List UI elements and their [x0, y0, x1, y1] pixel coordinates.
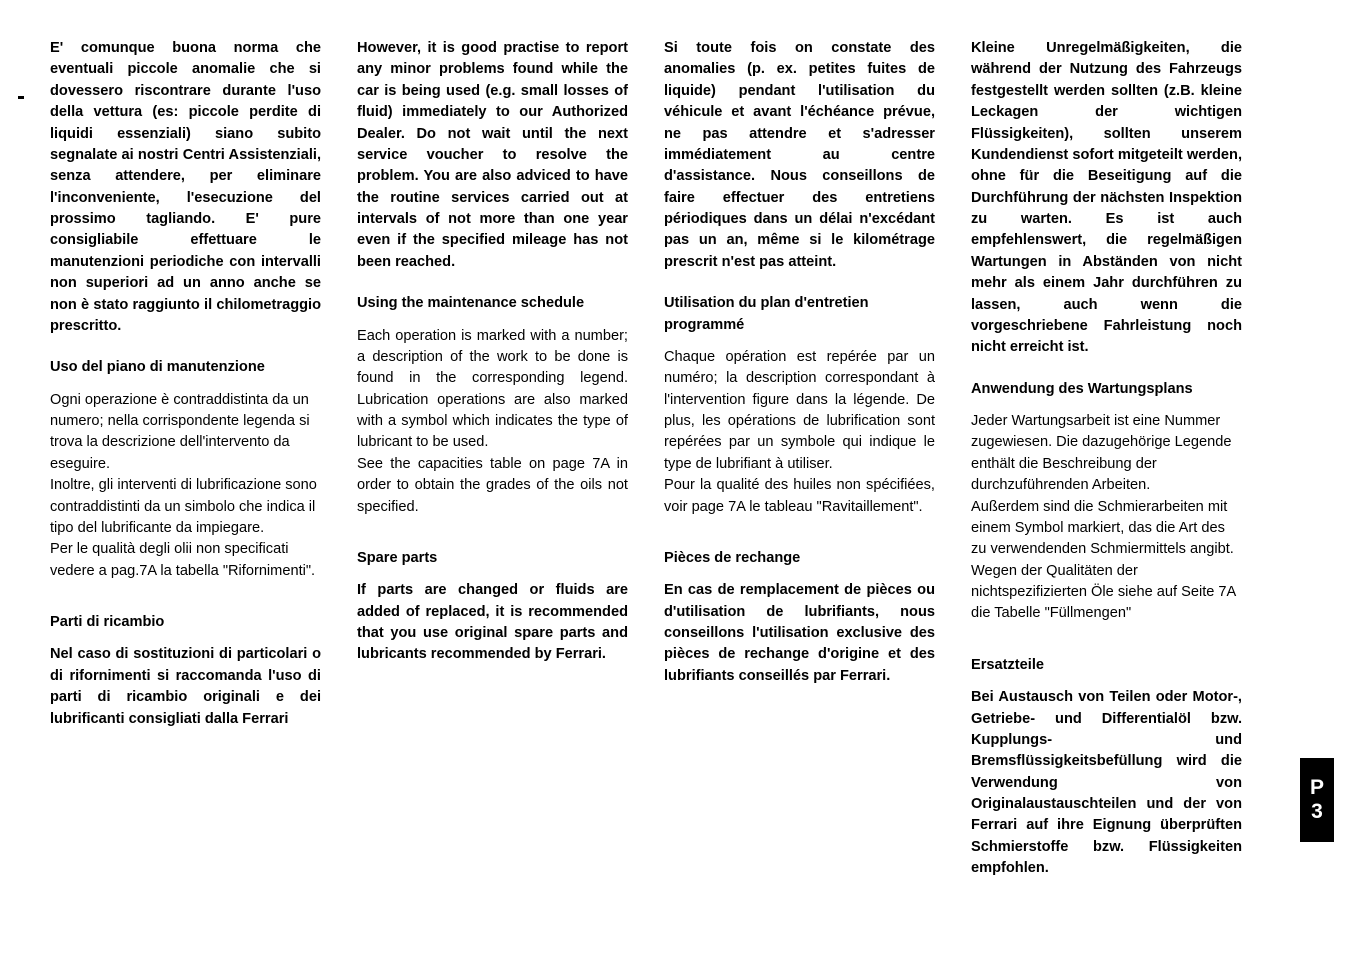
- body-spare-parts-en: If parts are changed or fluids are added of replaced, it is recommended that you use original spare parts and lubricants recommended by Ferrari.: [357, 582, 628, 663]
- body-paragraph-de-3: Wegen der Qualitäten der nichtspezifizierten Öle siehe auf Seite 7A die Tabelle "Füllmengen": [971, 562, 1236, 622]
- heading-spare-parts-it: Parti di ricambio: [50, 614, 165, 630]
- page-tab-letter: P: [1309, 776, 1324, 800]
- body-paragraph-en-1: Each operation is marked with a number; a description of the work to be done is found in the corresponding legend. Lubrication operations are also marked with a symbol which indicates the type of lubricant to be used.: [357, 327, 628, 451]
- column-english: [357, 38, 628, 880]
- intro-paragraph-de: Kleine Unregelmäßigkeiten, die während der Nutzung des Fahrzeugs festgestellt werden sollten (z.B. kleine Leckagen der wichtigen Flüssigkeiten), sollten unserem Kundendienst sofort mitgeteilt werden, ohne für die Beseitigung auf die Durchführung der nächsten Inspektion zu warten. Es ist auch empfehlenswert, die regelmäßigen Wartungen in Abständen von nicht mehr als einem Jahr durchführen zu lassen, auch wenn die vorgeschriebene Fahrleistung noch nicht erreicht ist.: [971, 40, 1242, 356]
- intro-paragraph-en: However, it is good practise to report any minor problems found while the car is being used (e.g. small losses of fluid) immediately to our Authorized Dealer. Do not wait until the next service voucher to resolve the problem. You are also adviced to have the routine services carried out at intervals of not more than one year even if the specified mileage has not been reached.: [357, 40, 628, 270]
- body-paragraph-it-3: Per le qualità degli olii non specificati vedere a pag.7A la tabella "Rifornimenti".: [50, 541, 316, 579]
- heading-spare-parts-fr: Pièces de rechange: [664, 549, 801, 566]
- heading-spare-parts-en: Spare parts: [357, 549, 438, 566]
- margin-tick-mark: [18, 96, 24, 99]
- heading-spare-parts-de: Ersatzteile: [971, 656, 1045, 673]
- column-italian: [50, 38, 321, 880]
- column-french: [664, 38, 935, 880]
- heading-maintenance-schedule-fr: Utilisation du plan d'entretien programmé: [664, 295, 869, 333]
- page-tab-number: 3: [1311, 800, 1323, 823]
- body-paragraph-de-2: Außerdem sind die Schmierarbeiten mit einem Symbol markiert, das die Art des zu verwendenden Schmiermittels angibt.: [971, 498, 1234, 558]
- body-paragraph-en-2: See the capacities table on page 7A in order to obtain the grades of the oils not specified.: [357, 455, 628, 515]
- heading-maintenance-schedule-en: Using the maintenance schedule: [357, 295, 585, 312]
- body-paragraph-fr-2: Pour la qualité des huiles non spécifiées, voir page 7A le tableau "Ravitaillement".: [664, 477, 935, 515]
- body-spare-parts-it: Nel caso di sostituzioni di particolari o di rifornimenti si raccomanda l'uso di parti di ricambio originali e dei lubrificanti consigliati dalla Ferrari: [50, 646, 321, 727]
- body-paragraph-it-1: Ogni operazione è contraddistinta da un numero; nella corrispondente legenda si trova la descrizione dell'intervento da eseguire.: [50, 391, 310, 472]
- column-german: [971, 38, 1242, 880]
- intro-paragraph-fr: Si toute fois on constate des anomalies (p. ex. petites fuites de liquide) pendant l'utilisation du véhicule et avant l'échéance prévue, ne pas attendre et s'adresser immédiatement au centre d'assistance. Nous conseillons de faire effectuer des entretiens périodiques dans un délai n'excédant pas un an, même si le kilométrage prescrit n'est pas atteint.: [664, 40, 935, 270]
- language-columns: [50, 38, 1280, 880]
- intro-paragraph-it: E' comunque buona norma che eventuali piccole anomalie che si dovessero riscontrare durante l'uso della vettura (es: piccole perdite di liquidi essenziali) siano subito segnalate ai nostri Centri Assistenziali, senza attendere, per eliminare l'inconveniente, l'esecuzione del prossimo tagliando. E' pure consigliabile effettuare le manutenzioni periodiche con intervalli non superiori ad un anno anche se non è stato raggiunto il chilometraggio prescritto.: [50, 40, 321, 334]
- body-paragraph-de-1: Jeder Wartungsarbeit ist eine Nummer zugewiesen. Die dazugehörige Legende enthält die Beschreibung der durchzuführenden Arbeiten.: [971, 413, 1232, 494]
- body-spare-parts-fr: En cas de remplacement de pièces ou d'utilisation de lubrifiants, nous conseillons l'utilisation exclusive des pièces de rechange d'origine et des lubrifiants conseillés par Ferrari.: [664, 582, 935, 684]
- body-spare-parts-de: Bei Austausch von Teilen oder Motor-, Getriebe- und Differentialöl bzw. Kupplungs- und Bremsflüssigkeitsbefüllung wird die Verwendung von Originalaustauschteilen und der von Ferrari auf ihre Eignung überprüften Schmierstoffe bzw. Flüssigkeiten empfohlen.: [971, 689, 1242, 877]
- page-tab: [1300, 758, 1334, 842]
- body-paragraph-fr-1: Chaque opération est repérée par un numéro; la description correspondant à l'intervention figure dans la légende. De plus, les opérations de lubrification sont repérées par un symbole qui indique le type de lubrifiant à utiliser.: [664, 348, 935, 472]
- heading-maintenance-schedule-de: Anwendung des Wartungsplans: [971, 380, 1193, 397]
- heading-maintenance-schedule-it: Uso del piano di manutenzione: [50, 359, 265, 376]
- body-paragraph-it-2: Inoltre, gli interventi di lubrificazione sono contraddistinti da un simbolo che indica il tipo del lubrificante da impiegare.: [50, 477, 317, 536]
